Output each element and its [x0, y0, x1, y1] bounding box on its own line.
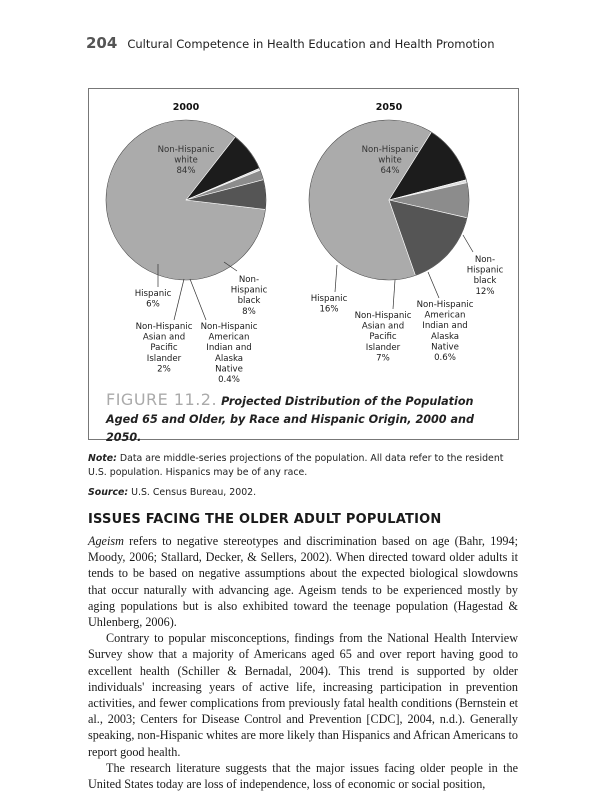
pie-title: 2000 — [172, 102, 200, 113]
leader-line — [428, 272, 439, 298]
source-text: U.S. Census Bureau, 2002. — [128, 487, 257, 498]
figure-source — [88, 487, 518, 498]
figure-note — [88, 452, 518, 480]
leader-line — [335, 265, 337, 292]
pie-chart-2050 — [309, 102, 504, 363]
term-ageism: Ageism — [88, 534, 124, 548]
note-text: Data are middle-series projections of the population. All data refer to the resident U.S. population. Hispanics may be of any race. — [88, 453, 504, 478]
leader-line — [190, 279, 206, 320]
pie-chart-2000 — [106, 102, 268, 385]
paragraph-2: Contrary to popular misconceptions, findings from the National Health Interview Survey show that a majority of Americans aged 65 and over report having good to excellent health (Schiller & Bernadal, 2004). This trend is supported by older individuals' increasing years of active life, increasing participation in prevention activities, and fewer complications from previously fatal health conditions (Bernstein et al., 2003; Centers for Disease Control and Prevention [CDC], 2004, n.d.). Generally speaking, non-Hispanic whites are more likely than Hispanics and African Americans to report good health. — [88, 631, 518, 759]
paragraph-1-text: refers to negative stereotypes and discrimination based on age (Bahr, 1994; Moody, 2006; Stallard, Decker, & Sellers, 2002). When directed toward older adults it tends to be based on negative assumptions about the expected biological slowdowns that occur naturally with advancing age. Ageism tends to be experienced mostly by aging populations but is also exhibited toward the teenage population (Hagestad & Uhlenberg, 2006). — [88, 534, 518, 630]
figure-label: FIGURE 11.2. — [106, 390, 218, 409]
leader-line — [463, 235, 473, 252]
slice-label: Non-Hispanic Asian and Pacific Islander 7% — [354, 311, 412, 364]
pie-charts — [89, 89, 520, 389]
slice-label: Non-Hispanic Asian and Pacific Islander 2% — [135, 322, 193, 375]
body-text — [88, 533, 518, 792]
slice-label: Non-Hispanic black 8% — [230, 275, 268, 317]
paragraph-1 — [88, 533, 518, 630]
slice-label: Non-Hispanic black 12% — [466, 255, 504, 297]
paragraph-3: The research literature suggests that the major issues facing older people in the United States today are loss of independence, loss of economic or social position, — [88, 760, 518, 792]
note-label: Note: — [88, 453, 117, 464]
source-label: Source: — [88, 487, 129, 498]
figure-box — [88, 88, 519, 444]
pie-title: 2050 — [375, 102, 403, 113]
running-title: Cultural Competence in Health Education and Health Promotion — [127, 37, 495, 51]
figure-caption — [106, 391, 506, 447]
slice-label: Hispanic 16% — [310, 294, 348, 315]
slice-label: Non-Hispanic white 84% — [157, 145, 215, 177]
slice-label: Non-Hispanic American Indian and Alaska Native 0.4% — [200, 322, 258, 385]
slice-label: Non-Hispanic white 64% — [361, 145, 419, 177]
leader-line — [174, 279, 184, 320]
page-header — [86, 34, 495, 54]
slice-label: Non-Hispanic American Indian and Alaska Native 0.6% — [416, 300, 474, 363]
figure-caption-text: Projected Distribution of the Population Aged 65 and Older, by Race and Hispanic Origin, 2000 and 2050. — [106, 395, 474, 444]
section-heading: ISSUES FACING THE OLDER ADULT POPULATION — [88, 512, 442, 527]
leader-line — [393, 280, 395, 309]
slice-label: Hispanic 6% — [134, 289, 172, 310]
page-number: 204 — [86, 34, 118, 52]
